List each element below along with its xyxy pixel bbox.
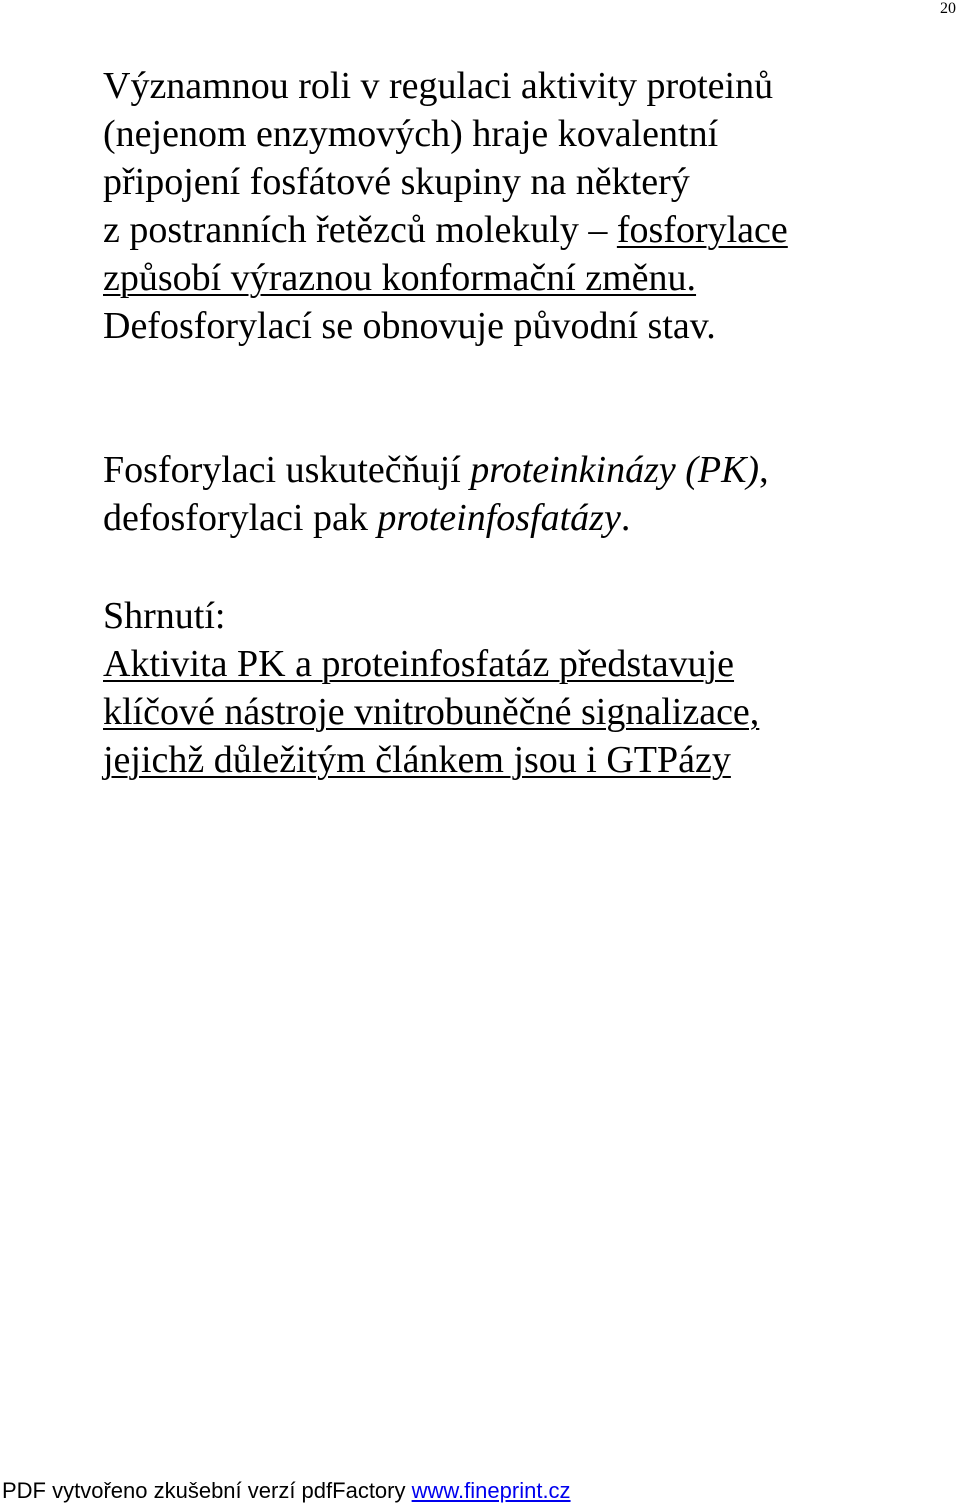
paragraph2-line1 xyxy=(103,446,923,494)
pdf-footer xyxy=(0,1478,571,1506)
page-number: 20 xyxy=(940,0,956,17)
paragraph1-line4-text: z postranních řetězců molekuly – xyxy=(103,209,617,251)
paragraph1-line6: Defosforylací se obnovuje původní stav. xyxy=(103,305,716,347)
summary-line2-text: klíčové nástroje vnitrobuněčné signalizace, xyxy=(103,691,760,733)
paragraph1-line1: Významnou roli v regulaci aktivity proteinů xyxy=(103,65,774,107)
summary-line3-text: jejichž důležitým článkem jsou i GTPázy xyxy=(103,739,731,781)
paragraph1-line2: (nejenom enzymových) hraje kovalentní xyxy=(103,113,719,155)
paragraph1-line3: připojení fosfátové skupiny na některý xyxy=(103,161,690,203)
summary-section xyxy=(103,592,923,784)
paragraph2-line1-text: Fosforylaci uskutečňují xyxy=(103,449,471,491)
footer-text: PDF vytvořeno zkušební verzí pdfFactory xyxy=(2,1478,412,1503)
proteinphosphatases-term: proteinfosfatázy xyxy=(377,497,621,539)
summary-line1 xyxy=(103,640,923,688)
paragraph1-line4 xyxy=(103,206,923,254)
paragraph2-line1-end: , xyxy=(759,449,769,491)
fineprint-link[interactable]: www.fineprint.cz xyxy=(411,1478,571,1503)
paragraph2-line2 xyxy=(103,494,923,542)
paragraph1-line5 xyxy=(103,254,923,302)
phosphorylation-term: fosforylace xyxy=(616,209,788,251)
summary-line3 xyxy=(103,736,923,784)
paragraph1-line5-text: způsobí výraznou konformační změnu. xyxy=(103,257,697,299)
paragraph-phosphorylation-intro xyxy=(103,62,923,350)
summary-line1-text: Aktivita PK a proteinfosfatáz představuje xyxy=(103,643,735,685)
summary-line2 xyxy=(103,688,923,736)
paragraph2-line2-text: defosforylaci pak xyxy=(103,497,378,539)
paragraph-kinases-phosphatases xyxy=(103,446,923,542)
summary-heading: Shrnutí: xyxy=(103,595,226,637)
proteinkinases-term: proteinkinázy (PK) xyxy=(470,449,760,491)
paragraph2-line2-end: . xyxy=(620,497,631,539)
